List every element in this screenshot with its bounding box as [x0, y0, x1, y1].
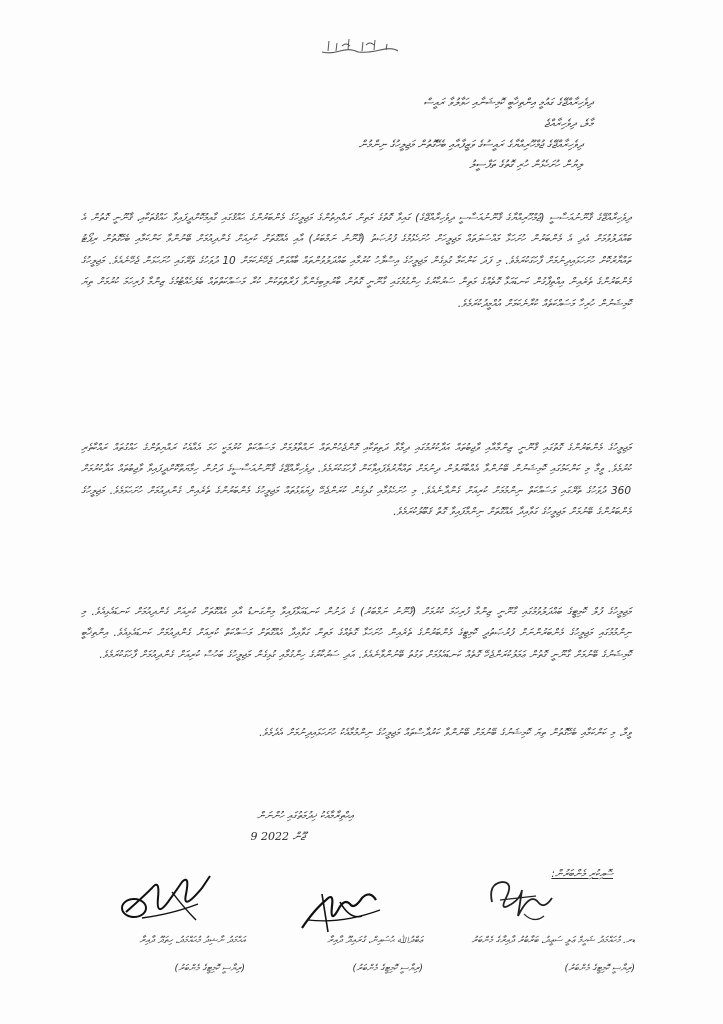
body-paragraph-2: މަޖިލީހުގެ މެންބަރުންގެ ގޮތުގައި ޤާނޫނީ ޒިންމާއާއި ވާޖިބުތައް އަދާކުރުމުގައި ދިމާވާ ދަތިތަކާއި ގޮންޖެހުންތައް ނައްތާލުމަށް މަސައްކަތް ކުރުމަކީ ހަމަ އެއާއެކު ރައްޔިތުންގެ ހައްގުތައް ރައްކާތެރި ކުރުމެވެ. ވީމާ މި ކަންކަމުގައި ކޮމިޝަނުން ބޭނުންވާ އެއްބާރުލުން ދިނުމަށް ތައްޔާރުވެފައިވާކަން ފާހަގަކުރަމެވެ. ދިވެހިރާއްޖޭގެ ޤާނޫނުއަސާސީގެ ދަށުން ހިމާޔަތްކޮށްދީފައިވާ ވާޖިބުތައް އަދާކުރުމަށް 360 ދުވަހުގެ ތެރޭގައި މަސައްކަތް ނިންމުމަށް ކުރިއަށް ގެންދާނެއެވެ. މި ހުށަހެޅުމާއި ގުޅިގެން ކުރަންޖެހޭ ފިޔަވަޅުތައް މަޖިލީހުގެ މެންބަރުންގެ ތެރެއިން ގެންދިއުމަށް ހުށަހަޅަމެވެ. މަޖިލީހުގެ މެންބަރުންގެ ބޭނުމަށް މަޖިލީހުގެ ގަވާއިދާ އެއްގޮތަށް ނިންމާފައިވާ ގޮތް ޤަބޫލުކުރަމެވެ. — [81, 442, 631, 519]
recipient-address — [173, 92, 593, 134]
signature-3 — [112, 868, 216, 932]
letter-date: 9 ޖޫން 2022 — [250, 830, 305, 843]
signature-1 — [478, 872, 568, 934]
signatory-role-1: (ރިޔާސީ ކޮމިޓީގެ މެންބަރު) — [564, 963, 635, 974]
bismillah-calligraphy — [318, 36, 402, 58]
signatory-name-2: ޢަބްދުﷲ ޙުސައިން، ގުރައިދޫ ދާއިރާ — [327, 935, 423, 946]
signatory-name-1: ޑރ. މުހައްމަދު ޝަހީމް ޢަލީ ސަޢީދު، ބަރާބުރު ދާއިރާގެ މެންބަރު — [471, 935, 635, 946]
signatory-name-3: އަޙްމަދު ނާޝިދު މުޙައްމަދު، ހިތަދޫ ދާއިރާ — [139, 935, 245, 946]
signatory-role-2: (ރިޔާސީ ކޮމިޓީގެ މެންބަރު) — [352, 963, 423, 974]
address-line-1: ދިވެހިރާއްޖޭގެ ގައުމީ އިންތިޚާބީ ކޮމިޝަނާއި ހަވާލުވާ ރައީސް — [423, 96, 593, 109]
letter-salutation: ލިޔުން ހުށަހެޅުން ހުރި ގޮތުގެ ތަފްސީލު — [469, 158, 583, 171]
body-paragraph-1: ދިވެހިރާއްޖޭގެ ޤާނޫނުއަސާސީ (ޖުމްހޫރިއްޔާގެ ޤާނޫނުއަސާސީ ދިވެހިރާއްޖޭގެ) ގައިވާ ގޮތުގެ މަތިން ރައްޔިތުންގެ މަޖިލީހުގެ މެންބަރުންގެ ޙައްޤުގައި ގާއިމުކޮށްދީފައިވާ ހައްޤުތަކާއި، ޤާނޫނީ ގޮތުން އެ ބައްދަލުވުމަށް އެދި އެ މެންބަރުން ހުށަހަޅާ މައްސަލަތައް މަޖިލީހަށް ހުށަހެޅުމުގެ ފުރުޞަތު (ޤާނޫނު ނަމްބަރު) އާއި އެއްގޮތަށް ކުރިއަށް ގެންދިއުމަށް ބޭނުންވާ ކަންކަމާއި ބެހޭގޮތުން ރިޕޯޓު ތައްޔާރުކޮށް ހުށަހަޅައިދިނުމަށް ފާހަގަކުރަމެވެ. މި ފަދަ ކަންކަމާ ގުޅިގެން މަޖިލީހުގެ އިސްލާހު ކުރުމާއި ބައްދަލުވުންތައް ބާއްވަން ޖެހޭނެކަމަށް 10 ދުވަހުގެ ތެރޭގައި ހުށަހަޅަން ޖެހޭނެއެވެ. މަޖިލީހުގެ މެންބަރުންގެ ތެރެއިން އިއްތިފާގުން ކަނޑައަޅާ ގޮތެއްގެ މަތިން ސަރުކާރުގެ ހިންގުމުގައި ގާނޫނީ ގޮތުން ބާރުލިބިގެންވާ ފަރާތްތަކުން ކުރާ މަސައްކަތްތައް ބެލެހެއްޓުމުގެ ޒިންމާ ފުރިހަމަ ކުރުމަށް ތިޔަ ކޮމިޝަނުން ހުރިހާ މަސައްކަތެއް ކުރާނެކަމަށް އުއްމީދުކުރަމެވެ. — [81, 212, 631, 310]
bismillah-calligraphy-mark — [318, 36, 402, 58]
address-line-2: މާލެ، ދިވެހިރާއްޖެ — [544, 117, 593, 130]
closing-line: އިޙްތިރާމާއެކު ޚިދުމަތުގައި ހުންނަން — [257, 810, 353, 822]
body-paragraph-3: މަޖިލީހުގެ ފުލް ކޮމިޓީގެ ބައްދަލުވުމުގައި ގާނޫނީ ޒިންމާ ފުރިހަމަ ކުރުމަށް (ޤާނޫނު ނަމްބަރު) ގެ ދަށުން ކަނޑައަޅާފައިވާ މިންގަނޑު އާއި އެއްގޮތަށް ކުރިއަށް ގެންދިއުމަށް ކަނޑައެޅިއެވެ. މި ނިންމުމުގައި މަޖިލީހުގެ މެންބަރުންނަށް ފުރުޞަތުދީ ކޮމިޓީގެ މެންބަރުންގެ ތެރެއިން ހުށަހަޅާ ގޮތެއްގެ މަތިން ގަވާއިދާ އެއްގޮތަށް މަސައްކަތް ކުރިއަށް ގެންދިއުމަށް ކަނޑައެޅިއެވެ. އިންތިޚާބީ ކޮމިޝަނުގެ ބޭނުމަށް ގާނޫނީ ގޮތުން ޢަމަލުކުރަންޖެހޭ ގޮތެއް ކަނޑައެޅުމަށް ވަގުތު ބޭނުންވާނެއެވެ. އަދި ސަރުކާރުގެ ހިންގުމާއި ގުޅިގެން މަޖިލީހުގެ ބަހުސް ކުރިއަށް ގެންދިއުމަށް ފާހަގަކުރަމެވެ. — [81, 606, 631, 661]
body-paragraph-4: ވީމާ، މި ކަންކަމާއި ބެހޭގޮތުން ތިޔަ ކޮމިޝަނުގެ ބޭނުމަށް ބޭނުންވާ ކަރުދާސްތައް މަޖިލީހުގެ ނިންމުމާއެކު ހުށަހަޅައިދިނުމަށް އެދެމެވެ. — [259, 727, 631, 739]
letter-subject: ދިވެހިރާއްޖޭގެ ޖުމްހޫރިއްޔާގެ ރައީސުގެ ވަޒީފާއާއި ބެހޭގޮތުން މަޖިލީހުގެ ނިންމުން — [358, 138, 583, 151]
signature-2 — [292, 880, 388, 940]
signatories-label: ސޮއިކުރި މެންބަރުން: — [551, 868, 613, 880]
signatory-role-3: (ރިޔާސީ ކޮމިޓީގެ މެންބަރު) — [174, 963, 245, 974]
